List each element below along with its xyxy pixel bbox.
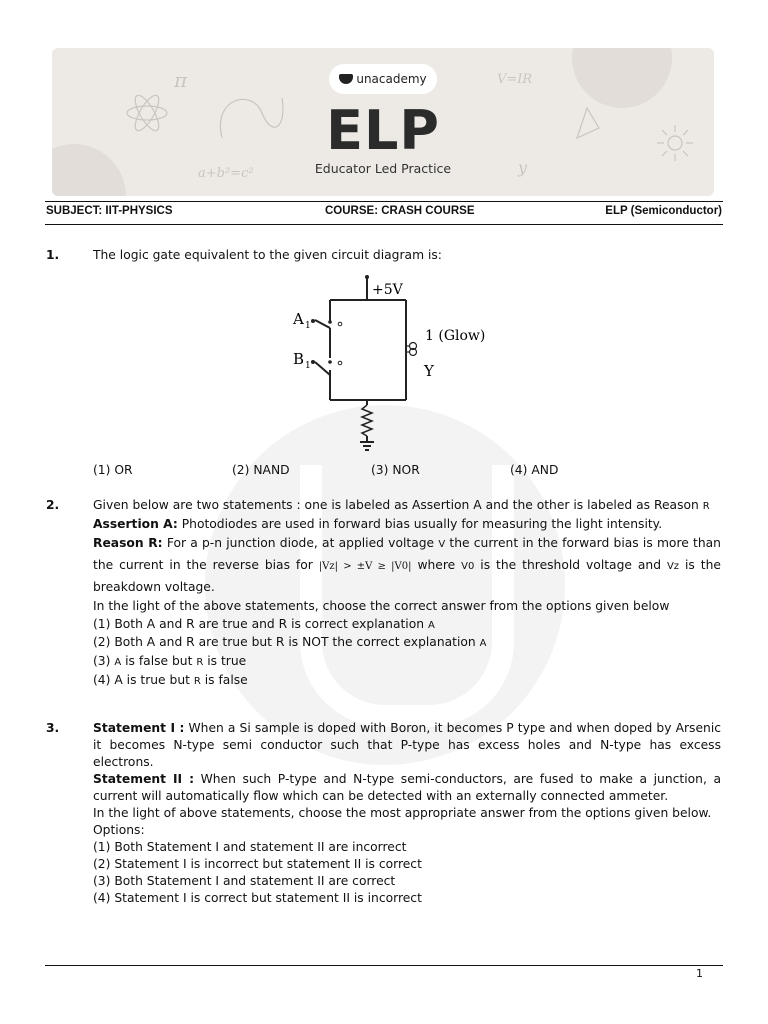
threshold-symbol: V0 (461, 561, 475, 573)
question-number: 2. (46, 498, 60, 512)
output-y-label: Y (424, 362, 434, 380)
option (93, 672, 721, 691)
question-3-body (93, 720, 721, 907)
q2-instruction: In the light of the above statements, choose the correct answer from the options given below (93, 599, 670, 614)
option-text: (4) A is true but (93, 672, 190, 687)
option-text: (2) Both A and R are true but R is NOT the correct explanation (93, 635, 476, 650)
option-text: (1) Both A and R are true and R is correct explanation (93, 616, 425, 631)
statement-1-text: When a Si sample is doped with Boron, it becomes P type and when doped by Arsenic it becomes N-type semi conductor such that P-type has excess holes and N-type has excess electrons. (93, 721, 721, 769)
glow-label: 1 (Glow) (425, 328, 486, 344)
switch-a-subscript: 1 (305, 321, 311, 331)
course-label: COURSE: CRASH COURSE (325, 205, 475, 217)
decor-pythagoras: a+b²=c² (198, 166, 254, 181)
unacademy-logo-icon (339, 74, 353, 84)
option (93, 634, 721, 653)
question-1-text: The logic gate equivalent to the given circuit diagram is: (93, 248, 442, 262)
option-text: (3) (93, 653, 111, 668)
reason-text: is the breakdown voltage. (93, 558, 721, 595)
statement-2-text: When such P-type and N-type semi-conductors, are fused to make a junction, a current will automatically flow which can be detected with an externally connected ammeter. (93, 772, 721, 803)
option: (1) Both Statement I and statement II are incorrect (93, 840, 407, 854)
switch-b-label: B (293, 350, 305, 368)
brand-name: unacademy (356, 72, 427, 86)
decor-pi: π (174, 68, 188, 92)
q3-instruction: In the light of above statements, choose the most appropriate answer from the options given below. (93, 806, 712, 820)
option: (4) AND (510, 463, 559, 477)
info-bar (45, 201, 723, 225)
banner-subtitle: Educator Led Practice (314, 161, 452, 176)
question-number: 3. (46, 721, 60, 735)
option-text: is false (204, 672, 248, 687)
option: (1) OR (93, 463, 133, 477)
reason-label: Reason R: (93, 536, 163, 551)
question-2-body (93, 497, 721, 690)
option (93, 653, 721, 672)
option-symbol: R (193, 675, 201, 687)
supply-label: +5V (372, 282, 403, 298)
option: (2) NAND (232, 463, 290, 477)
option-symbol: A (479, 638, 487, 650)
subject-label: SUBJECT: IIT-PHYSICS (46, 205, 173, 217)
reason-formula: |Vz| > ±V ≥ |V0| (318, 561, 412, 573)
option: (2) Statement I is incorrect but statement II is correct (93, 857, 422, 871)
reason-text: the current in the forward bias is more than the current in the reverse bias for (93, 536, 721, 573)
voltage-symbol: V (438, 539, 446, 551)
option: (3) NOR (371, 463, 420, 477)
option-text: is true (207, 653, 247, 668)
question-number: 1. (46, 248, 60, 262)
option (93, 616, 721, 635)
option: (3) Both Statement I and statement II are correct (93, 874, 396, 888)
page-number: 1 (696, 967, 703, 980)
footer-divider (45, 965, 723, 966)
breakdown-symbol: Vz (666, 561, 680, 573)
elp-label: ELP (Semiconductor) (605, 205, 722, 217)
option: (4) Statement I is correct but statement II is incorrect (93, 891, 422, 905)
decor-ohm: V=IR (497, 72, 533, 87)
banner-title: ELP (326, 99, 440, 162)
header-banner (52, 48, 714, 196)
reason-text: For a p-n junction diode, at applied voltage (166, 536, 435, 551)
statement-2-label: Statement II : (93, 772, 194, 786)
brand-logo (329, 64, 437, 94)
switch-a-label: A (293, 310, 304, 328)
switch-b-subscript: 1 (305, 361, 311, 371)
option-symbol: A (427, 619, 435, 631)
q2-intro: Given below are two statements : one is labeled as Assertion A and the other is labeled as Reason (93, 498, 699, 512)
q2-intro-r: R (702, 501, 710, 512)
reason-text: is the threshold voltage and (480, 558, 662, 573)
option-symbol: A (114, 656, 122, 668)
option-symbol: R (196, 656, 204, 668)
assertion-label: Assertion A: (93, 516, 178, 531)
option-text: is false but (125, 653, 193, 668)
bulb-icon (406, 343, 417, 356)
circuit-diagram (280, 270, 510, 460)
options-label: Options: (93, 823, 145, 837)
decor-circle (572, 48, 672, 108)
assertion-text: Photodiodes are used in forward bias usually for measuring the light intensity. (181, 516, 663, 531)
decor-y: y (518, 158, 528, 177)
reason-text: where (417, 558, 456, 573)
statement-1-label: Statement I : (93, 721, 185, 735)
